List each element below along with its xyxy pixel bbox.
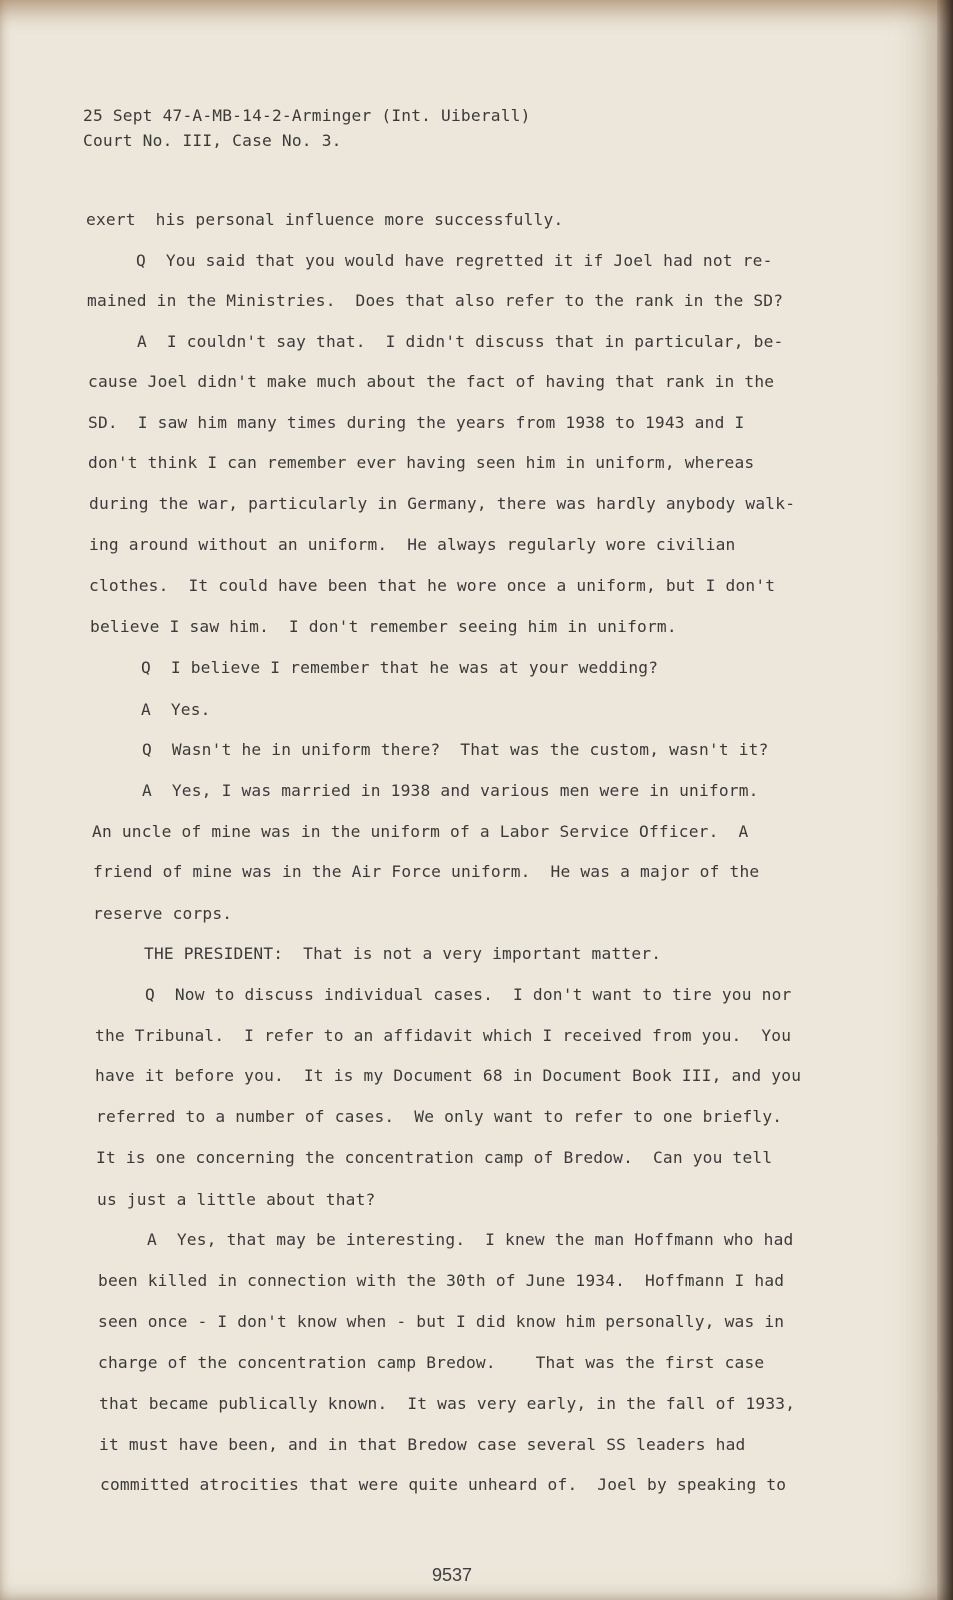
text-line: Q Now to discuss individual cases. I don't want to tire you nor <box>145 985 792 1004</box>
text-line: exert his personal influence more successfully. <box>86 210 564 229</box>
text-line: A Yes. <box>141 700 211 719</box>
text-line: friend of mine was in the Air Force uniform. He was a major of the <box>93 862 760 881</box>
text-line: An uncle of mine was in the uniform of a Labor Service Officer. A <box>92 822 749 841</box>
text-line: SD. I saw him many times during the years from 1938 to 1943 and I <box>88 413 745 432</box>
text-line: Q Wasn't he in uniform there? That was the custom, wasn't it? <box>142 740 769 759</box>
text-line: mained in the Ministries. Does that also refer to the rank in the SD? <box>87 291 784 310</box>
text-line: have it before you. It is my Document 68 in Document Book III, and you <box>95 1066 802 1085</box>
header-line-2: Court No. III, Case No. 3. <box>83 131 342 150</box>
text-line: A Yes, that may be interesting. I knew the man Hoffmann who had <box>147 1230 794 1249</box>
text-line: A Yes, I was married in 1938 and various men were in uniform. <box>142 781 759 800</box>
text-line: us just a little about that? <box>97 1190 376 1209</box>
text-line: A I couldn't say that. I didn't discuss that in particular, be- <box>137 332 784 351</box>
text-line: Q I believe I remember that he was at your wedding? <box>141 658 659 677</box>
text-line: seen once - I don't know when - but I did know him personally, was in <box>98 1312 785 1331</box>
text-line: referred to a number of cases. We only want to refer to one briefly. <box>96 1107 783 1126</box>
text-line: that became publically known. It was very early, in the fall of 1933, <box>99 1394 796 1413</box>
text-line: don't think I can remember ever having seen him in uniform, whereas <box>88 453 755 472</box>
text-line: Q You said that you would have regretted it if Joel had not re- <box>136 251 773 270</box>
header-line-1: 25 Sept 47-A-MB-14-2-Arminger (Int. Uiberall) <box>83 106 531 125</box>
text-line: It is one concerning the concentration camp of Bredow. Can you tell <box>96 1148 773 1167</box>
text-line: committed atrocities that were quite unheard of. Joel by speaking to <box>100 1475 787 1494</box>
text-line: ing around without an uniform. He always regularly wore civilian <box>89 535 736 554</box>
text-line: been killed in connection with the 30th of June 1934. Hoffmann I had <box>98 1271 785 1290</box>
text-line: reserve corps. <box>93 904 233 923</box>
text-line: the Tribunal. I refer to an affidavit which I received from you. You <box>95 1026 792 1045</box>
text-line: charge of the concentration camp Bredow. That was the first case <box>98 1353 765 1372</box>
text-line: during the war, particularly in Germany, there was hardly anybody walk- <box>89 494 796 513</box>
page-edge-shadow <box>937 0 953 1600</box>
page-number: 9537 <box>432 1565 473 1585</box>
text-line: THE PRESIDENT: That is not a very important matter. <box>144 944 662 963</box>
text-line: cause Joel didn't make much about the fact of having that rank in the <box>88 372 775 391</box>
text-line: it must have been, and in that Bredow case several SS leaders had <box>99 1435 746 1454</box>
text-line: believe I saw him. I don't remember seeing him in uniform. <box>90 617 677 636</box>
text-line: clothes. It could have been that he wore once a uniform, but I don't <box>89 576 776 595</box>
